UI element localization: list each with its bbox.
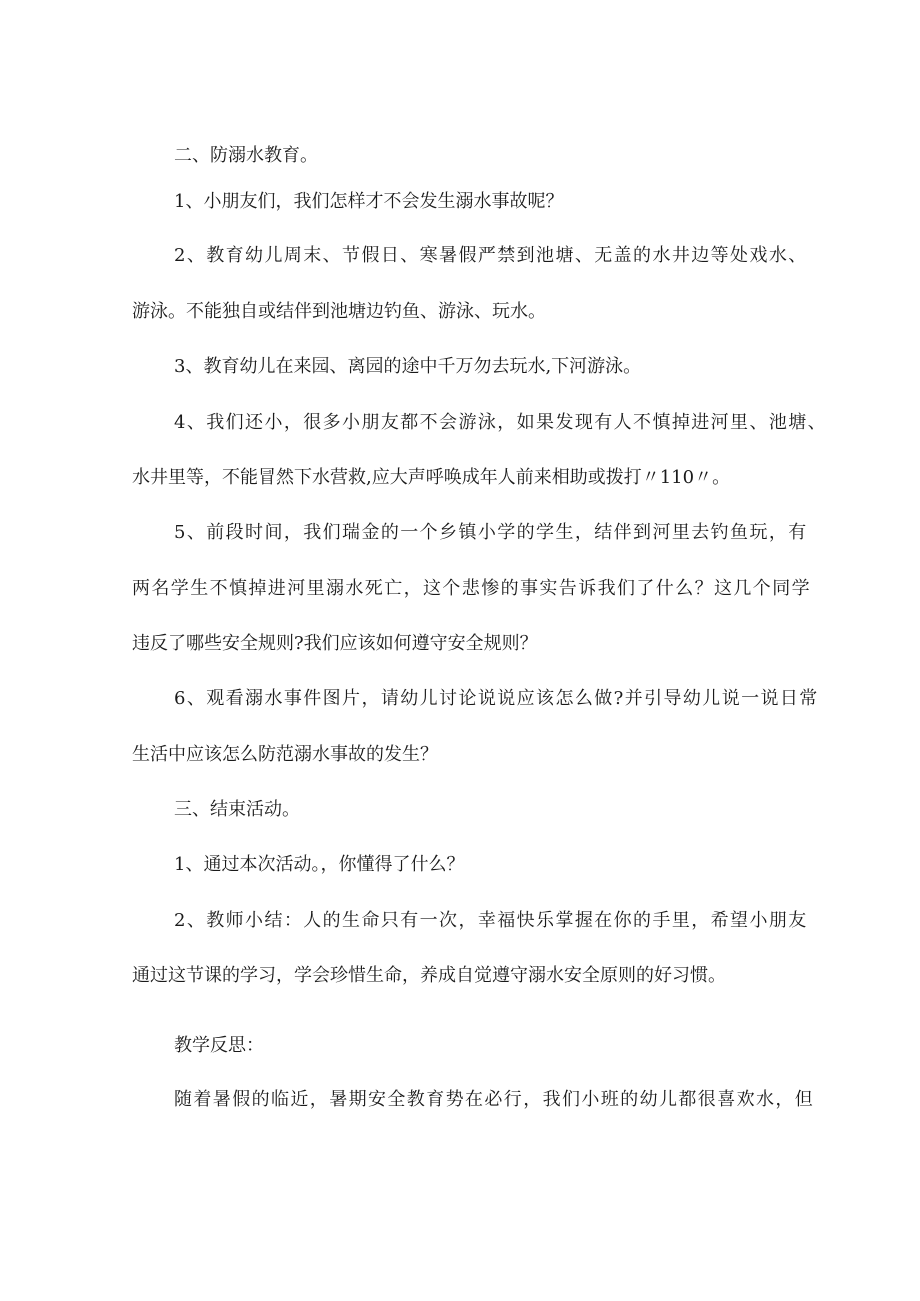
paragraph-4-line-1: 4、我们还小，很多小朋友都不会游泳，如果发现有人不慎掉进河里、池塘、 [174,412,828,433]
teaching-reflection-heading: 教学反思： [174,1035,264,1056]
section-heading-closing-activity: 三、结束活动。 [174,799,300,820]
paragraph-1-line-1: 1、小朋友们，我们怎样才不会发生溺水事故呢？ [174,191,564,212]
section-heading-drowning-prevention: 二、防溺水教育。 [174,145,318,166]
reflection-paragraph-line-1: 随着暑假的临近，暑期安全教育势在必行，我们小班的幼儿都很喜欢水，但 [174,1089,815,1110]
paragraph-8-line-1: 2、教师小结：人的生命只有一次，幸福快乐掌握在你的手里，希望小朋友 [174,910,808,931]
paragraph-2-line-1: 2、教育幼儿周末、节假日、寒暑假严禁到池塘、无盖的水井边等处戏水、 [174,245,808,266]
paragraph-5-line-1: 5、前段时间，我们瑞金的一个乡镇小学的学生，结伴到河里去钓鱼玩，有 [174,522,808,543]
paragraph-6-line-2: 生活中应该怎么防范溺水事故的发生？ [132,744,438,765]
paragraph-8-line-2: 通过这节课的学习，学会珍惜生命，养成自觉遵守溺水安全原则的好习惯。 [132,965,726,986]
paragraph-2-line-2: 游泳。不能独自或结伴到池塘边钓鱼、游泳、玩水。 [132,301,546,322]
paragraph-5-line-2: 两名学生不慎掉进河里溺水死亡，这个悲惨的事实告诉我们了什么？这几个同学 [132,578,811,599]
paragraph-5-line-3: 违反了哪些安全规则?我们应该如何遵守安全规则？ [132,633,538,654]
paragraph-6-line-1: 6、观看溺水事件图片，请幼儿讨论说说应该怎么做?并引导幼儿说一说日常 [174,688,819,709]
paragraph-3-line-1: 3、教育幼儿在来园、离园的途中千万勿去玩水,下河游泳。 [174,356,642,377]
paragraph-4-line-2: 水井里等，不能冒然下水营救,应大声呼唤成年人前来相助或拨打〃110〃。 [132,467,731,488]
paragraph-7-line-1: 1、通过本次活动。，你懂得了什么？ [174,854,465,875]
